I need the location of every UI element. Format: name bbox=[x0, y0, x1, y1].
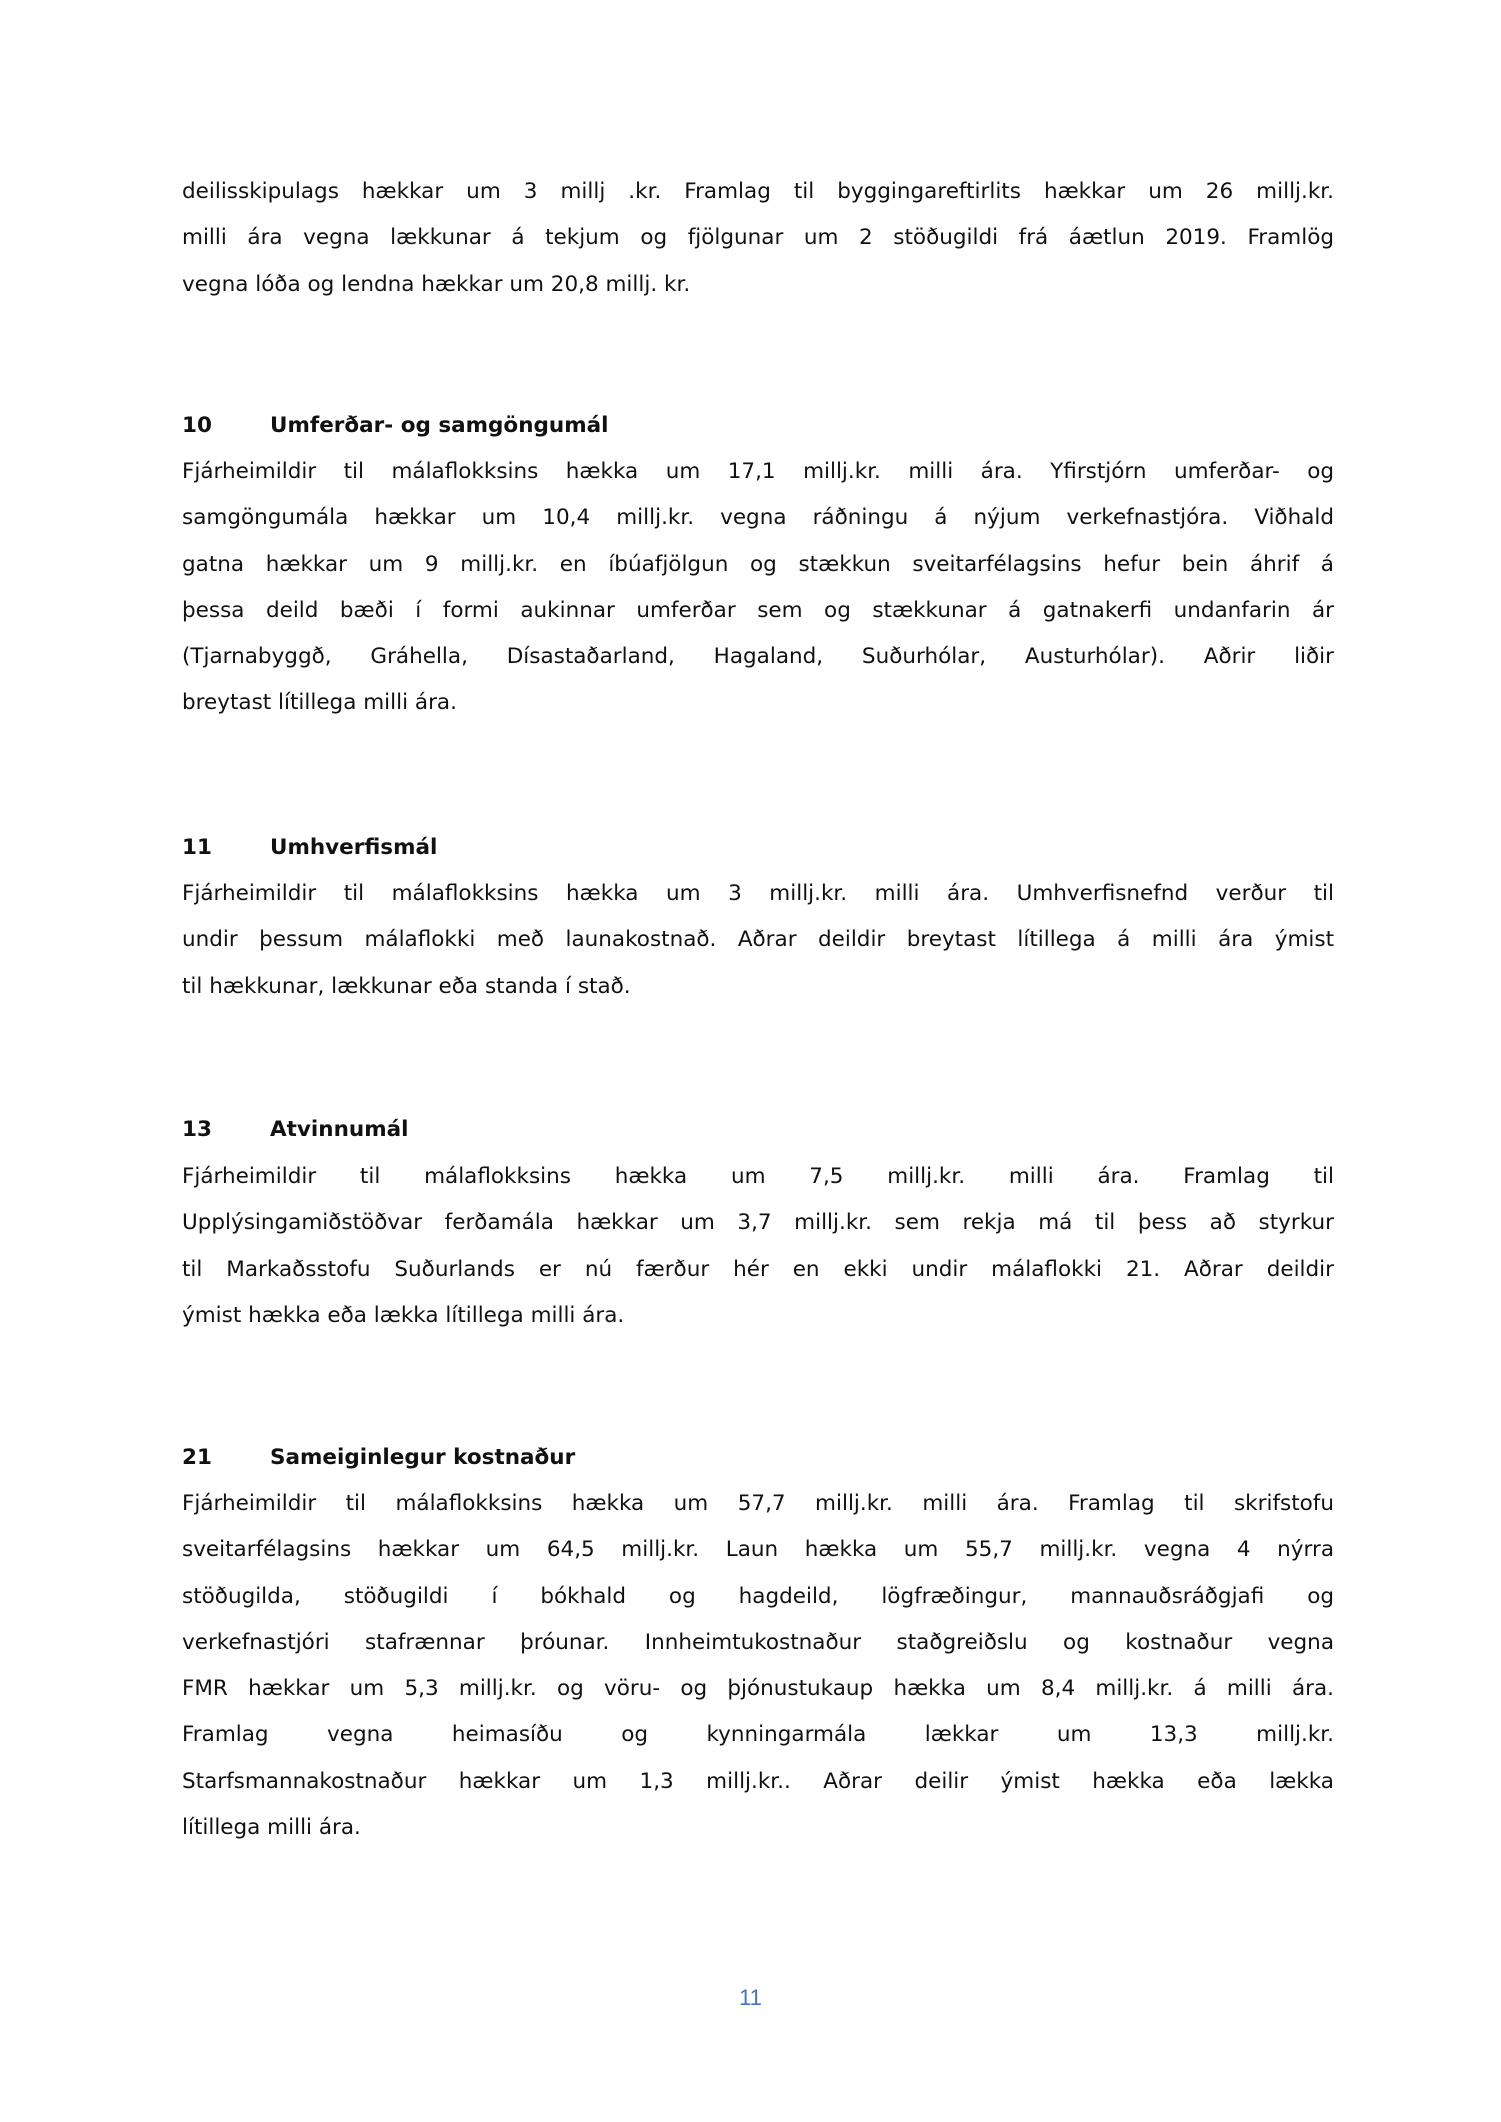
text-line: til hækkunar, lækkunar eða standa í stað. bbox=[182, 973, 631, 999]
text-line: vegna lóða og lendna hækkar um 20,8 millj. kr. bbox=[182, 271, 691, 297]
section-title: Atvinnumál bbox=[270, 1117, 409, 1142]
section-title: Umferðar- og samgöngumál bbox=[270, 413, 609, 438]
text-line: Fjárheimildir til málaflokksins hækka um 3 millj.kr. milli ára. Umhverfisnefnd verður til bbox=[182, 881, 1334, 906]
page-number: 11 bbox=[739, 1985, 762, 2010]
section-number: 11 bbox=[182, 835, 212, 860]
text-line: samgöngumála hækkar um 10,4 millj.kr. vegna ráðningu á nýjum verkefnastjóra. Viðhald bbox=[182, 505, 1334, 531]
text-line: FMR hækkar um 5,3 millj.kr. og vöru- og þjónustukaup hækka um 8,4 millj.kr. á milli ára. bbox=[182, 1676, 1334, 1702]
section-10-paragraph bbox=[182, 449, 1334, 727]
text-line: ýmist hækka eða lækka lítillega milli ára. bbox=[182, 1302, 625, 1328]
section-13-paragraph bbox=[182, 1154, 1334, 1339]
text-line: til Markaðsstofu Suðurlands er nú færður hér en ekki undir málaflokki 21. Aðrar deildir bbox=[182, 1256, 1334, 1282]
section-21-paragraph bbox=[182, 1481, 1334, 1851]
text-line: Framlag vegna heimasíðu og kynningarmála lækkar um 13,3 millj.kr. bbox=[182, 1722, 1334, 1748]
text-line: Fjárheimildir til málaflokksins hækka um 57,7 millj.kr. milli ára. Framlag til skrifstofu bbox=[182, 1491, 1334, 1516]
text-line: þessa deild bæði í formi aukinnar umferðar sem og stækkunar á gatnakerfi undanfarin ár bbox=[182, 597, 1334, 623]
text-line: milli ára vegna lækkunar á tekjum og fjölgunar um 2 stöðugildi frá áætlun 2019. Framlög bbox=[182, 225, 1334, 251]
intro-paragraph bbox=[182, 169, 1334, 308]
section-title: Sameiginlegur kostnaður bbox=[270, 1445, 576, 1470]
text-line: sveitarfélagsins hækkar um 64,5 millj.kr. Laun hækka um 55,7 millj.kr. vegna 4 nýrra bbox=[182, 1537, 1334, 1563]
text-line: Fjárheimildir til málaflokksins hækka um 17,1 millj.kr. milli ára. Yfirstjórn umferðar- og bbox=[182, 459, 1334, 484]
text-line: undir þessum málaflokki með launakostnað. Aðrar deildir breytast lítillega á milli ára ýmist bbox=[182, 927, 1334, 953]
section-number: 21 bbox=[182, 1445, 212, 1470]
text-line: Fjárheimildir til málaflokksins hækka um 7,5 millj.kr. milli ára. Framlag til bbox=[182, 1164, 1334, 1189]
section-title: Umhverfismál bbox=[270, 835, 438, 860]
section-number: 13 bbox=[182, 1117, 212, 1142]
text-line: gatna hækkar um 9 millj.kr. en íbúafjölgun og stækkun sveitarfélagsins hefur bein áhrif á bbox=[182, 551, 1334, 577]
text-line: breytast lítillega milli ára. bbox=[182, 690, 457, 716]
text-line: deilisskipulags hækkar um 3 millj .kr. Framlag til byggingareftirlits hækkar um 26 millj.kr. bbox=[182, 179, 1334, 204]
text-line: Upplýsingamiðstöðvar ferðamála hækkar um 3,7 millj.kr. sem rekja má til þess að styrkur bbox=[182, 1210, 1334, 1236]
section-11-paragraph bbox=[182, 871, 1334, 1010]
text-line: Starfsmannakostnaður hækkar um 1,3 millj.kr.. Aðrar deilir ýmist hækka eða lækka bbox=[182, 1768, 1334, 1794]
section-number: 10 bbox=[182, 413, 212, 438]
text-line: stöðugilda, stöðugildi í bókhald og hagdeild, lögfræðingur, mannauðsráðgjafi og bbox=[182, 1583, 1334, 1609]
text-line: verkefnastjóri stafrænnar þróunar. Innheimtukostnaður staðgreiðslu og kostnaður vegna bbox=[182, 1629, 1334, 1655]
text-line: lítillega milli ára. bbox=[182, 1815, 361, 1841]
text-line: (Tjarnabyggð, Gráhella, Dísastaðarland, Hagaland, Suðurhólar, Austurhólar). Aðrir liðir bbox=[182, 644, 1334, 670]
